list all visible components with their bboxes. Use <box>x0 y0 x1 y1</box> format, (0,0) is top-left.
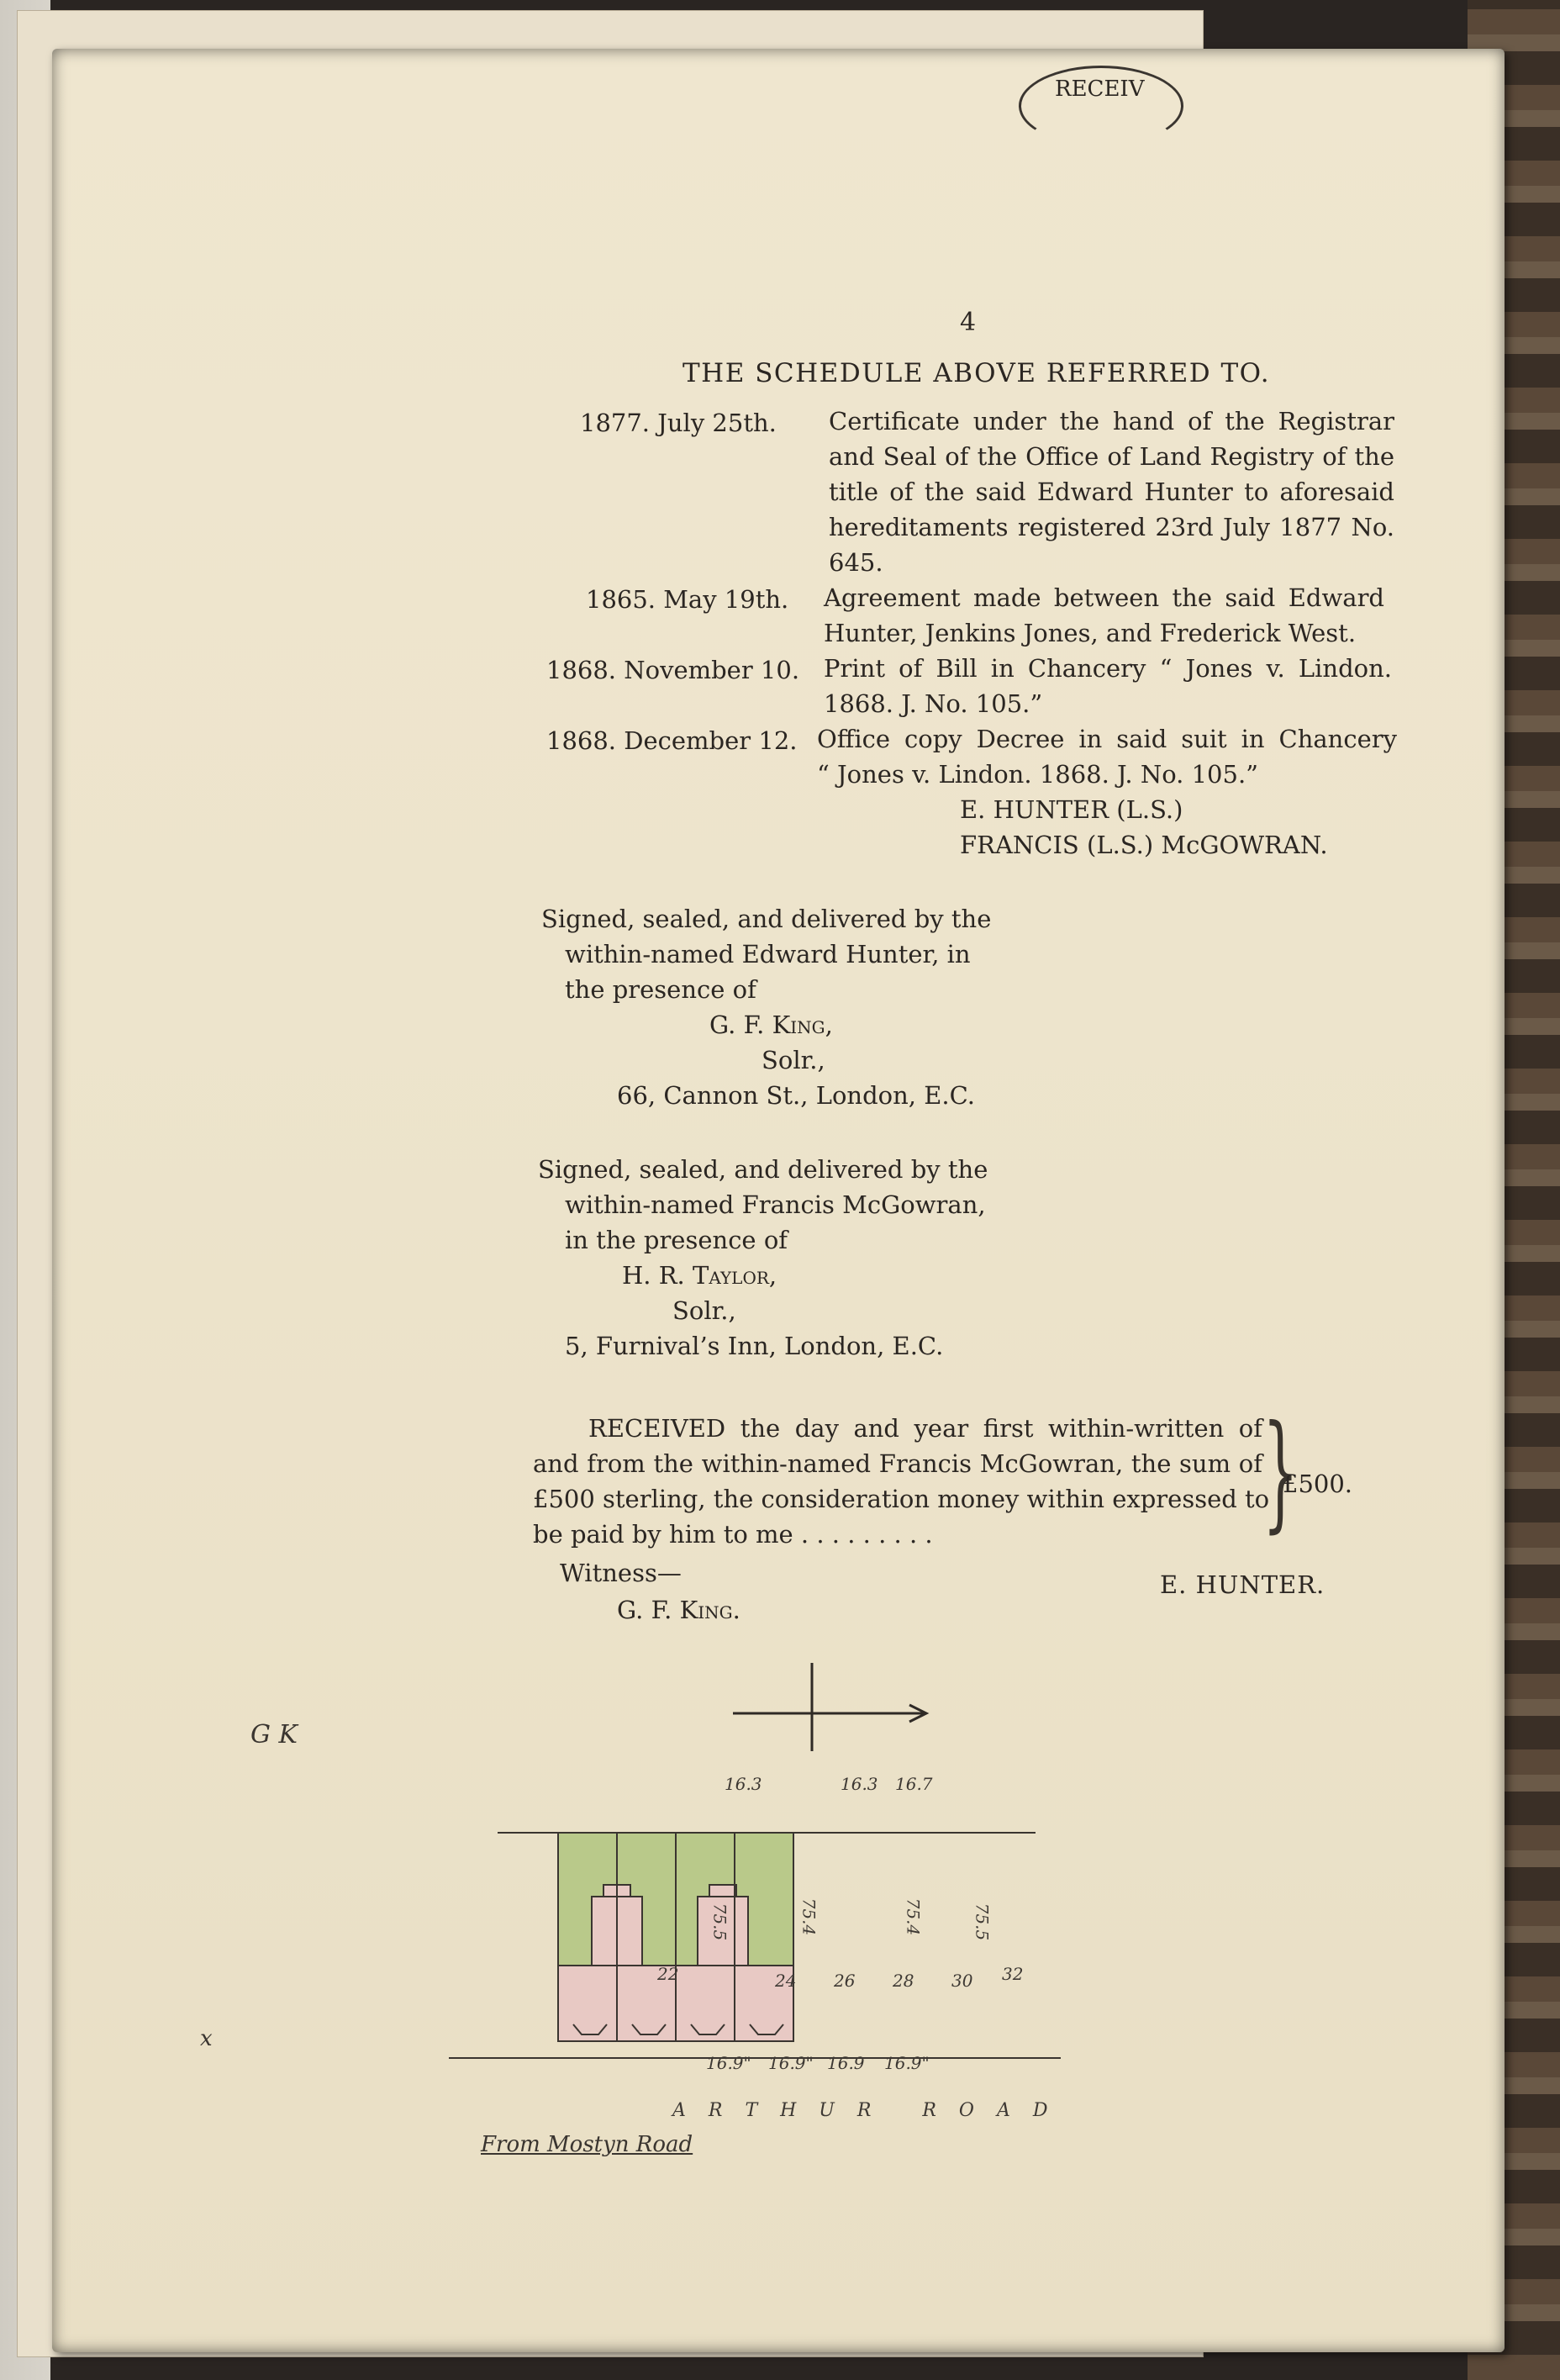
schedule-line: Hunter, Jenkins Jones, and Frederick West. <box>824 619 1357 647</box>
witness-address: 66, Cannon St., London, E.C. <box>617 1081 975 1110</box>
signatory-hunter: E. HUNTER (L.S.) <box>960 795 1183 824</box>
receipt-line: be paid by him to me . . . . . . . . . <box>533 1520 933 1549</box>
frontage-bottom: 16.9 <box>827 2053 865 2073</box>
schedule-date: 1868. November 10. <box>546 656 800 684</box>
road-label: A R T H U R R O A D <box>672 2100 1057 2121</box>
frontage-bottom: 16.9" <box>706 2053 751 2073</box>
received-stamp <box>1019 66 1183 146</box>
frontage-top: 16.3 <box>841 1774 878 1794</box>
margin-x: x <box>200 2026 213 2051</box>
north-arrow-icon <box>733 1705 926 1722</box>
initials-gk: G K <box>250 1720 298 1749</box>
schedule-entry <box>817 721 1397 792</box>
plot-number: 30 <box>951 1971 973 1991</box>
frontage-bottom: 16.9" <box>884 2053 930 2073</box>
witness-title: Solr., <box>672 1296 736 1325</box>
schedule-line: Print of Bill in Chancery “ Jones v. Lindon. <box>824 654 1392 683</box>
witness-address: 5, Furnival’s Inn, London, E.C. <box>565 1332 944 1360</box>
receipt-line: £500 sterling, the consideration money within expressed to <box>533 1485 1270 1513</box>
schedule-date: 1868. December 12. <box>546 726 798 755</box>
stamp-text: RECEIV <box>1055 77 1145 102</box>
receipt-line: and from the within-named Francis McGowran, the sum of <box>533 1449 1262 1478</box>
plot-depth: 75.4 <box>798 1897 820 1936</box>
receipt-signature: E. HUNTER. <box>1160 1570 1325 1599</box>
frontage-top: 16.3 <box>725 1774 762 1794</box>
schedule-line: “ Jones v. Lindon. 1868. J. No. 105.” <box>817 760 1259 789</box>
document-page <box>52 49 1505 2352</box>
frontage-top: 16.7 <box>895 1774 933 1794</box>
schedule-date: 1877. July 25th. <box>580 409 777 437</box>
receipt-clause <box>533 1411 1270 1552</box>
neighbour-number: 32 <box>1002 1964 1024 1984</box>
schedule-line: 645. <box>829 548 883 577</box>
receipt-witness-name: G. F. King. <box>617 1596 740 1624</box>
schedule-line: Office copy Decree in said suit in Chancery <box>817 725 1397 753</box>
plot-depth: 75.5 <box>709 1902 730 1941</box>
schedule-line: hereditaments registered 23rd July 1877 No. <box>829 513 1394 541</box>
attestation-line: within-named Edward Hunter, in <box>565 940 971 968</box>
plot-number: 28 <box>893 1971 914 1991</box>
receipt-brace: } <box>1262 1399 1299 1545</box>
schedule-entry <box>824 651 1392 721</box>
schedule-line: and Seal of the Office of Land Registry of the <box>829 442 1394 471</box>
plot-depth: 75.4 <box>903 1897 924 1936</box>
attestation-line: Signed, sealed, and delivered by the <box>538 1155 988 1184</box>
from-road-label: From Mostyn Road <box>481 2132 693 2157</box>
witness-name: H. R. Taylor, <box>622 1261 777 1290</box>
plot-number: 26 <box>834 1971 856 1991</box>
frontage-bottom: 16.9" <box>768 2053 814 2073</box>
schedule-entry <box>824 580 1384 651</box>
receipt-witness-label: Witness— <box>560 1559 682 1587</box>
schedule-date: 1865. May 19th. <box>586 585 789 614</box>
plot-depth: 75.5 <box>972 1902 993 1941</box>
schedule-line: title of the said Edward Hunter to aforesaid <box>829 478 1394 506</box>
receipt-line: RECEIVED the day and year first within-written of <box>588 1414 1262 1443</box>
schedule-entry <box>829 404 1394 580</box>
attestation-line: the presence of <box>565 975 756 1004</box>
plot-number: 24 <box>775 1971 797 1991</box>
schedule-line: 1868. J. No. 105.” <box>824 689 1043 718</box>
attestation-line: in the presence of <box>565 1226 788 1254</box>
schedule-line: Certificate under the hand of the Registrar <box>829 407 1394 435</box>
signatory-mcgowran: FRANCIS (L.S.) McGOWRAN. <box>960 831 1328 859</box>
receipt-amount: £500. <box>1283 1470 1353 1498</box>
page-number: 4 <box>960 308 977 337</box>
witness-title: Solr., <box>762 1046 825 1074</box>
attestation-block-hunter <box>541 901 991 1113</box>
attestation-line: within-named Francis McGowran, <box>565 1190 986 1219</box>
witness-name: G. F. King, <box>709 1011 833 1039</box>
schedule-line: Agreement made between the said Edward <box>824 583 1384 612</box>
neighbour-number: 22 <box>657 1964 679 1984</box>
schedule-heading: THE SCHEDULE ABOVE REFERRED TO. <box>682 358 1271 388</box>
attestation-block-mcgowran <box>538 1152 988 1364</box>
attestation-line: Signed, sealed, and delivered by the <box>541 905 992 933</box>
